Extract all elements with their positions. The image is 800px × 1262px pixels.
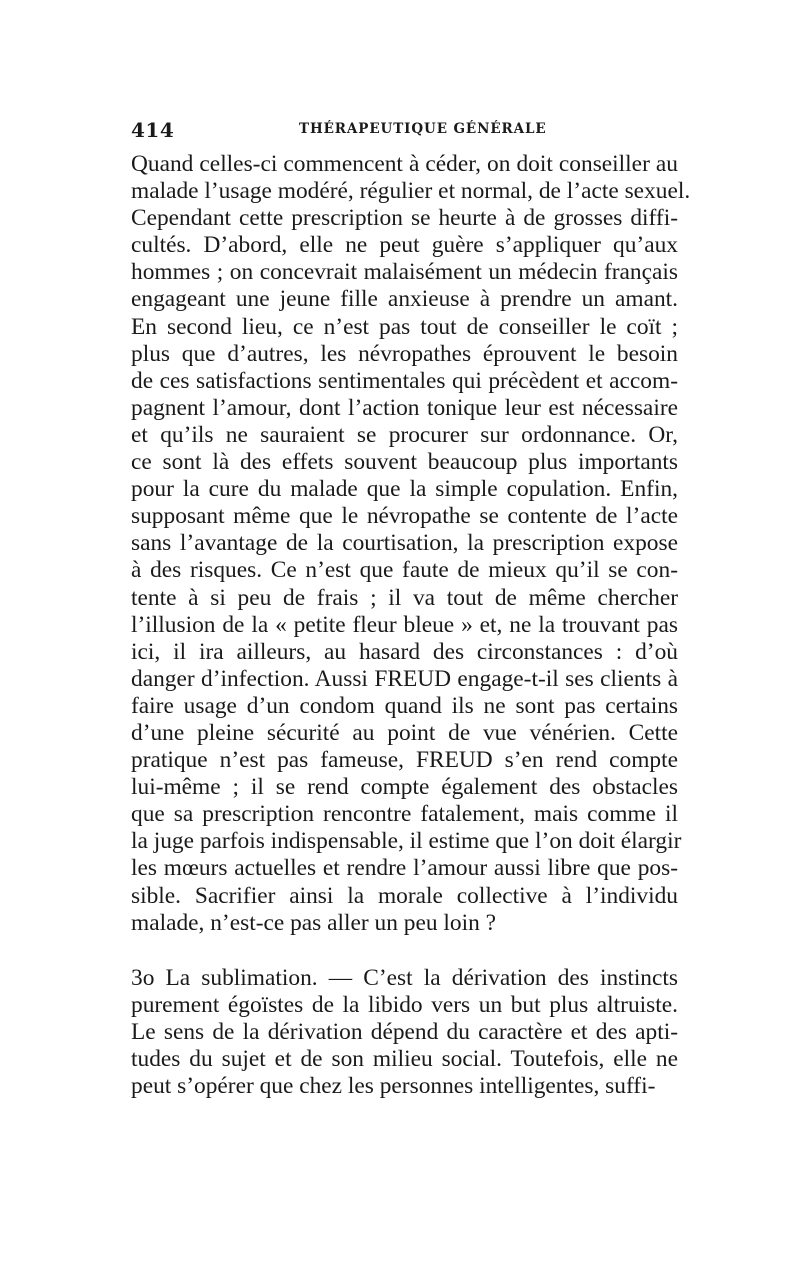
- text-line: la juge parfois indispensable, il estime que l’on doit élargir: [131, 828, 682, 855]
- running-head: [131, 118, 678, 140]
- text-line: hommes ; on concevrait malaisément un médecin français: [131, 259, 678, 286]
- text-line: supposant même que le névropathe se contente de l’acte: [131, 503, 678, 530]
- paragraph-sublimation: [131, 965, 678, 1100]
- text-line: faire usage d’un condom quand ils ne sont pas certains: [131, 692, 678, 719]
- text-line: malade, n’est-ce pas aller un peu loin ?: [131, 909, 496, 936]
- text-line: et qu’ils ne sauraient se procurer sur ordonnance. Or,: [131, 421, 678, 448]
- text-line: peut s’opérer que chez les personnes intelligentes, suffi-: [131, 1073, 656, 1100]
- page-number: 414: [131, 118, 175, 142]
- text-line: de ces satisfactions sentimentales qui précèdent et accom-: [131, 367, 678, 394]
- text-line: lui-même ; il se rend compte également des obstacles: [131, 774, 678, 801]
- text-line: plus que d’autres, les névropathes éprouvent le besoin: [131, 340, 678, 367]
- text-line: sans l’avantage de la courtisation, la prescription expose: [131, 530, 678, 557]
- text-line: malade l’usage modéré, régulier et normal, de l’acte sexuel.: [131, 178, 691, 205]
- text-line: d’une pleine sécurité au point de vue vénérien. Cette: [131, 719, 678, 746]
- text-line: cultés. D’abord, elle ne peut guère s’appliquer qu’aux: [131, 232, 678, 259]
- text-line: ici, il ira ailleurs, au hasard des circonstances : d’où: [131, 638, 678, 665]
- text-line: 3o La sublimation. — C’est la dérivation des instincts: [131, 965, 678, 991]
- text-line: engageant une jeune fille anxieuse à prendre un amant.: [131, 286, 678, 313]
- text-line: purement égoïstes de la libido vers un but plus altruiste.: [131, 992, 678, 1019]
- text-line: tudes du sujet et de son milieu social. Toutefois, elle ne: [131, 1046, 678, 1073]
- paragraph-therapy: [131, 151, 691, 937]
- text-line: Le sens de la dérivation dépend du caractère et des apti-: [131, 1019, 678, 1046]
- text-line: les mœurs actuelles et rendre l’amour aussi libre que pos-: [131, 855, 678, 882]
- text-line: Quand celles-ci commencent à céder, on doit conseiller au: [131, 151, 678, 177]
- text-line: à des risques. Ce n’est que faute de mieux qu’il se con-: [131, 557, 678, 584]
- running-title: THÉRAPEUTIQUE GÉNÉRALE: [299, 121, 547, 137]
- text-line: sible. Sacrifier ainsi la morale collective à l’individu: [131, 882, 678, 909]
- text-line: pratique n’est pas fameuse, FREUD s’en rend compte: [131, 747, 678, 774]
- text-line: Cependant cette prescription se heurte à de grosses diffi-: [131, 205, 678, 232]
- text-line: pour la cure du malade que la simple copulation. Enfin,: [131, 476, 678, 503]
- text-line: tente à si peu de frais ; il va tout de même chercher: [131, 584, 678, 611]
- text-line: ce sont là des effets souvent beaucoup plus importants: [131, 449, 678, 476]
- text-line: que sa prescription rencontre fatalement, mais comme il: [131, 801, 678, 828]
- text-line: En second lieu, ce n’est pas tout de conseiller le coït ;: [131, 313, 678, 340]
- text-line: danger d’infection. Aussi FREUD engage-t-il ses clients à: [131, 665, 678, 692]
- text-line: pagnent l’amour, dont l’action tonique leur est nécessaire: [131, 394, 678, 421]
- text-line: l’illusion de la « petite fleur bleue » et, ne la trouvant pas: [131, 611, 678, 638]
